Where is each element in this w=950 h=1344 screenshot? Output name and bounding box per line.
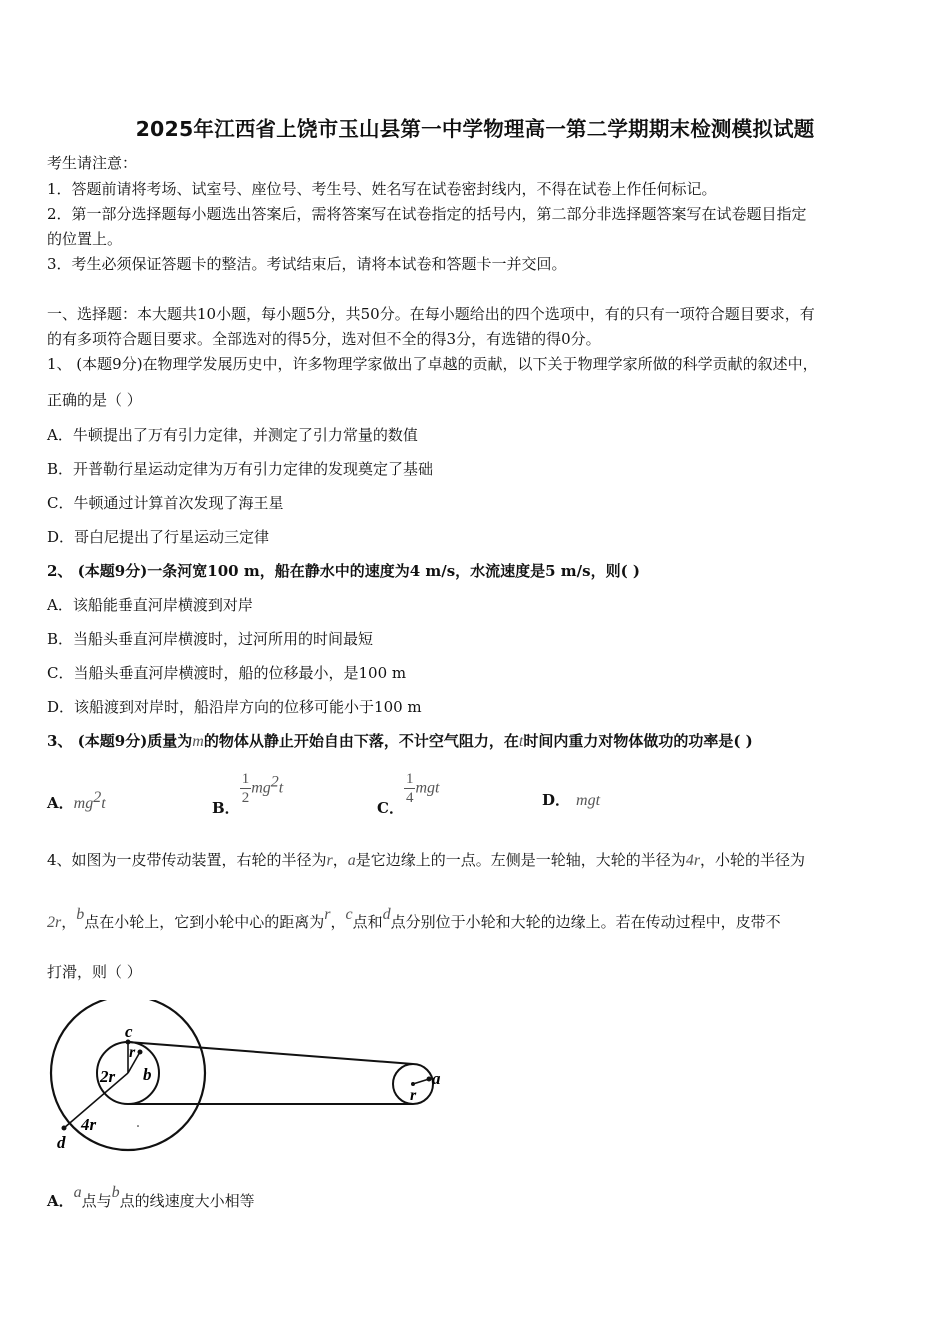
q3-option-c: C． $\frac{1}{4}$ mgt	[377, 771, 440, 817]
q3-stem: 3、 (本题9分)质量为m的物体从静止开始自由下落，不计空气阻力，在t时间内重力对物体做功的功率是( )	[47, 732, 753, 750]
q4-stem-line3: 打滑，则（ ）	[47, 963, 142, 981]
notice-item-2: 2．第一部分选择题每小题选出答案后，需将答案写在试卷指定的括号内，第二部分非选择题答案写在试卷题目指定	[47, 205, 807, 223]
label-d: d	[57, 1133, 66, 1152]
q1-stem-line1: 1、 (本题9分)在物理学发展历史中，许多物理学家做出了卓越的贡献，以下关于物理学家所做的科学贡献的叙述中，	[47, 355, 818, 373]
q1-option-d: D．哥白尼提出了行星运动三定律	[47, 528, 270, 546]
q4-option-a: A．a点与b点的线速度大小相等	[47, 1184, 255, 1210]
q1-option-b: B．开普勒行星运动定律为万有引力定律的发现奠定了基础	[47, 460, 434, 478]
notice-item-2-cont: 的位置上。	[47, 230, 123, 248]
point-d	[62, 1126, 67, 1131]
label-4r: 4r	[81, 1115, 97, 1134]
q2-option-a: A．该船能垂直河岸横渡到对岸	[47, 596, 253, 614]
q4-stem-line2: 2r，b点在小轮上，它到小轮中心的距离为r，c点和d点分别位于小轮和大轮的边缘上。若在传动过程中，皮带不	[47, 906, 781, 931]
q1-option-a: A．牛顿提出了万有引力定律，并测定了引力常量的数值	[47, 426, 418, 444]
label-a: a	[432, 1069, 441, 1088]
label-c: c	[125, 1022, 133, 1041]
notice-heading: 考生请注意：	[47, 154, 138, 172]
point-b	[138, 1050, 143, 1055]
q2-stem: 2、 (本题9分)一条河宽100 m，船在静水中的速度为4 m/s，水流速度是5 m/s，则( )	[47, 562, 641, 580]
label-b: b	[143, 1065, 152, 1084]
notice-item-3: 3．考生必须保证答题卡的整洁。考试结束后，请将本试卷和答题卡一并交回。	[47, 255, 567, 273]
belt-top	[128, 1042, 413, 1064]
section-intro-line1: 一、选择题：本大题共10小题，每小题5分，共50分。在每小题给出的四个选项中，有的只有一项符合题目要求，有	[47, 305, 815, 323]
notice-item-1: 1．答题前请将考场、试室号、座位号、考生号、姓名写在试卷密封线内，不得在试卷上作任何标记。	[47, 180, 717, 198]
q2-option-b: B．当船头垂直河岸横渡时，过河所用的时间最短	[47, 630, 374, 648]
section-intro-line2: 的有多项符合题目要求。全部选对的得5分，选对但不全的得3分，有选错的得0分。	[47, 330, 601, 348]
q1-stem-line2: 正确的是（ ）	[47, 391, 142, 409]
label-r-right: r	[410, 1087, 417, 1104]
var-m: m	[192, 733, 204, 750]
belt-pulley-figure	[40, 1000, 460, 1160]
label-r-small: r	[129, 1044, 136, 1061]
point-a	[427, 1077, 432, 1082]
var-t: t	[518, 733, 524, 750]
q2-option-c: C．当船头垂直河岸横渡时，船的位移最小，是100 m	[47, 664, 407, 682]
q3-option-a: A．$mg^2t$	[47, 789, 106, 812]
q1-option-c: C．牛顿通过计算首次发现了海王星	[47, 494, 284, 512]
q3-option-b: B． $\frac{1}{2}$ $mg^2t$	[212, 771, 284, 817]
q4-stem-line1: 4、如图为一皮带传动装置，右轮的半径为r，a是它边缘上的一点。左侧是一轮轴，大轮的半径为4r，小轮的半径为	[47, 851, 806, 869]
q2-option-d: D．该船渡到对岸时，船沿岸方向的位移可能小于100 m	[47, 698, 422, 716]
q3-option-d: D． mgt	[542, 791, 601, 809]
page-title: 2025年江西省上饶市玉山县第一中学物理高一第二学期期末检测模拟试题	[135, 117, 815, 141]
label-2r: 2r	[100, 1067, 116, 1086]
